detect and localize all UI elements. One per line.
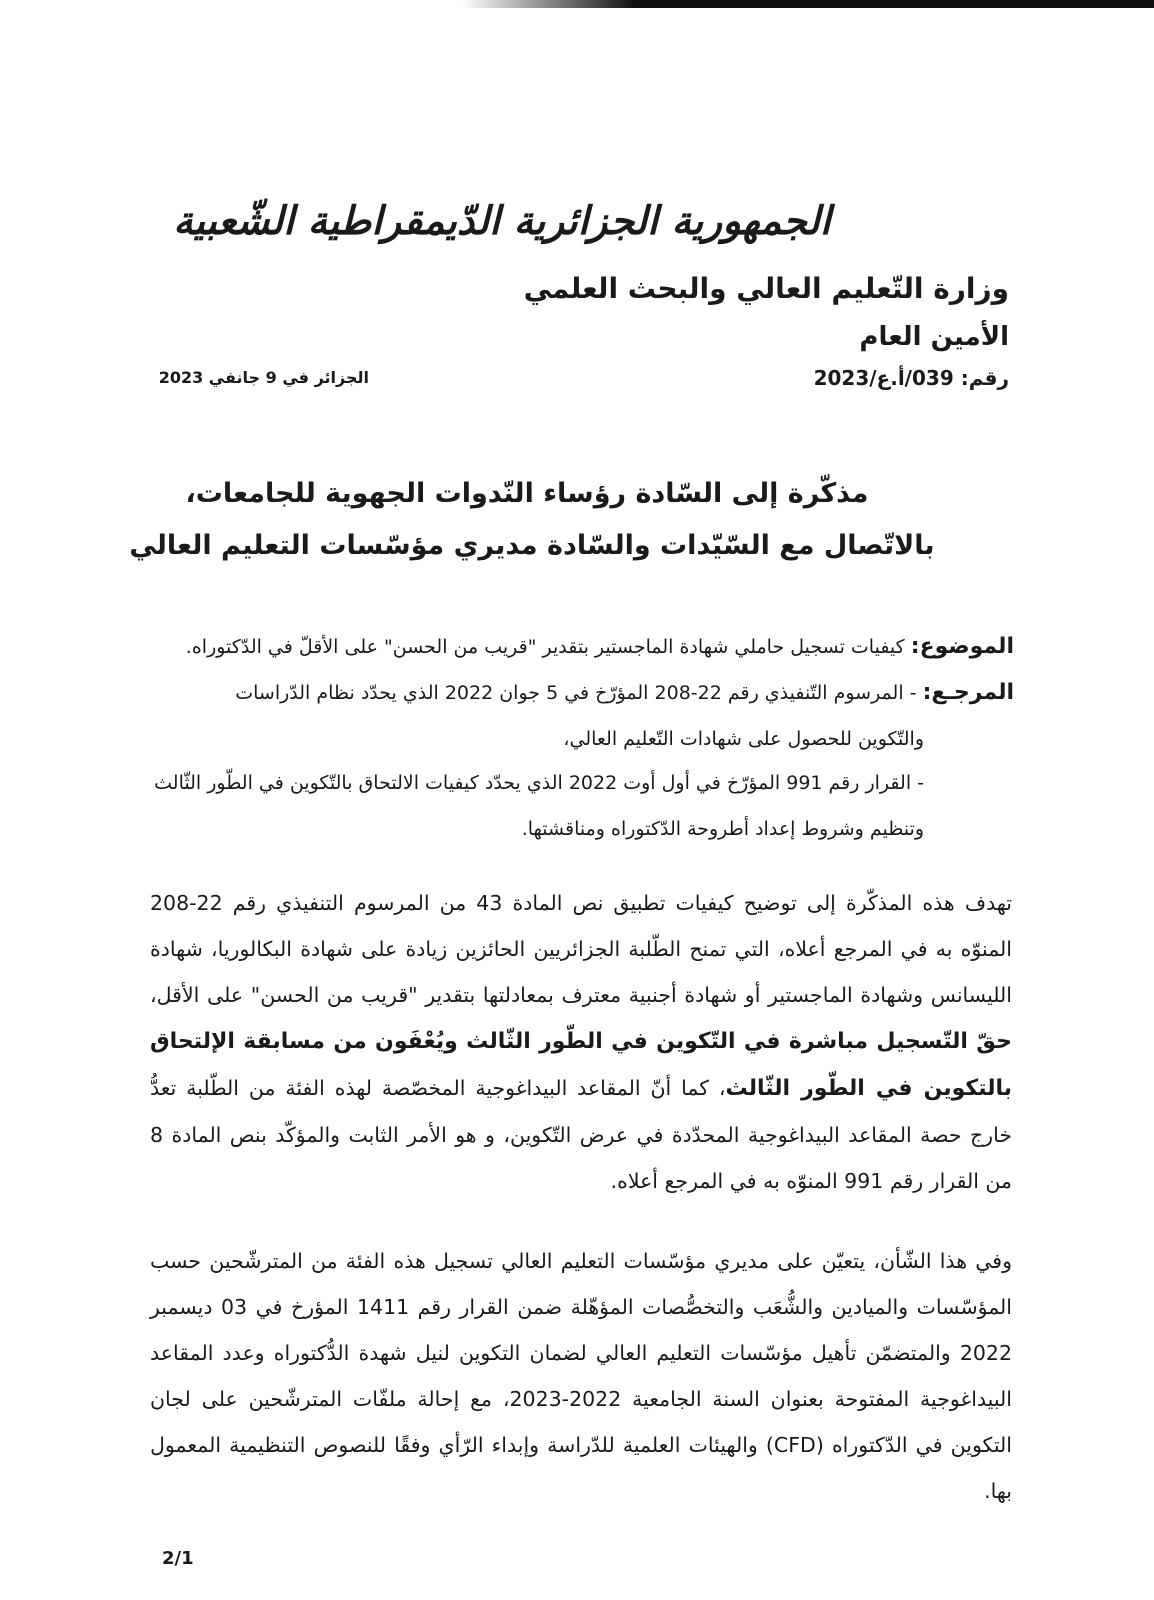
- reference-number: رقم: 039/أ.ع/2023: [813, 366, 1009, 390]
- scan-edge: [0, 0, 1154, 8]
- address-line-2: بالاتّصال مع السّيّدات والسّادة مديري مؤسّسات التعليم العالي: [129, 530, 935, 561]
- place-date: الجزائر في 9 جانفي 2023: [158, 368, 369, 387]
- body-paragraph-2: وفي هذا الشّأن، يتعيّن على مديري مؤسّسات التعليم العالي تسجيل هذه الفئة من المترشّحين حسب المؤسّسات والميادين والشُّعَب والتخصُّصات المؤهّلة ضمن القرار رقم 1411 المؤرخ في 03 ديسمبر 2022 والمتضمّن تأهيل مؤسّسات التعليم العالي لضمان التكوين لنيل شهدة الدُّكتوراه وعدد المقاعد البيداغوجية المفتوحة بعنوان السنة الجامعية 2022-2023، مع إحالة ملفّات المترشّحين على لجان التكوين في الدّكتوراه (CFD) والهيئات العلمية للدّراسة وإبداء الرّأي وفقًا للنصوص التنظيمية المعمول بها.: [150, 1249, 1013, 1503]
- reference-row: [235, 680, 1014, 705]
- p1-bold-text: حقّ التّسجيل مباشرة في التّكوين في الطّور الثّالث ويُعْفَون من مسابقة الإلتحاق بالتكوين في الطّور الثّالث: [150, 1029, 1012, 1101]
- page-number: 2/1: [162, 1548, 194, 1569]
- subject-label: الموضوع:: [910, 634, 1014, 659]
- body-paragraph-1: [150, 880, 1012, 1204]
- secretary-general: الأمين العام: [859, 322, 1009, 352]
- reference-label: المرجـع:: [922, 680, 1014, 705]
- reference-item-1-line-2: والتّكوين للحصول على شهادات التّعليم العالي،: [563, 728, 924, 750]
- address-line-1: مذكّرة إلى السّادة رؤساء النّدوات الجهوية للجامعات،: [185, 478, 869, 509]
- reference-item-2-line-1: - القرار رقم 991 المؤرّخ في أول أوت 2022 الذي يحدّد كيفيات الالتحاق بالتّكوين في الطّور الثّالث: [154, 772, 924, 794]
- reference-item-2-line-2: وتنظيم وشروط إعداد أطروحة الدّكتوراه ومناقشتها.: [521, 818, 924, 840]
- republic-heading: الجمهورية الجزائرية الدّيمقراطية الشّعبية: [173, 198, 831, 244]
- p1-text-a: تهدف هذه المذكّرة إلى توضيح كيفيات تطبيق نص المادة 43 من المرسوم التنفيذي رقم 22-208 المنوّه به في المرجع أعلاه، التي تمنح الطّلبة الجزائريين الحائزين زيادة على شهادة البكالوريا، شهادة الليسانس وشهادة الماجستير أو شهادة أجنبية معترف بمعادلتها بتقدير "قريب من الحسن" على الأقل،: [150, 891, 1013, 1007]
- reference-item-1-line-1: - المرسوم التّنفيذي رقم 22-208 المؤرّخ في 5 جوان 2022 الذي يحدّد نظام الدّراسات: [235, 682, 917, 704]
- subject-row: [186, 634, 1014, 659]
- subject-text: كيفيات تسجيل حاملي شهادة الماجستير بتقدير "قريب من الحسن" على الأقلّ في الدّكتوراه.: [185, 636, 905, 658]
- p1-text-b: ، كما أنّ المقاعد البيداغوجية المخصّصة لهذه الفئة من الطّلبة تعدُّ خارج حصة المقاعد البيداغوجية المحدّدة في عرض التّكوين، و هو الأمر الثابت والمؤكّد بنص المادة 8 من القرار رقم 991 المنوّه به في المرجع أعلاه.: [150, 1076, 1012, 1193]
- ministry-name: وزارة التّعليم العالي والبحث العلمي: [523, 272, 1009, 305]
